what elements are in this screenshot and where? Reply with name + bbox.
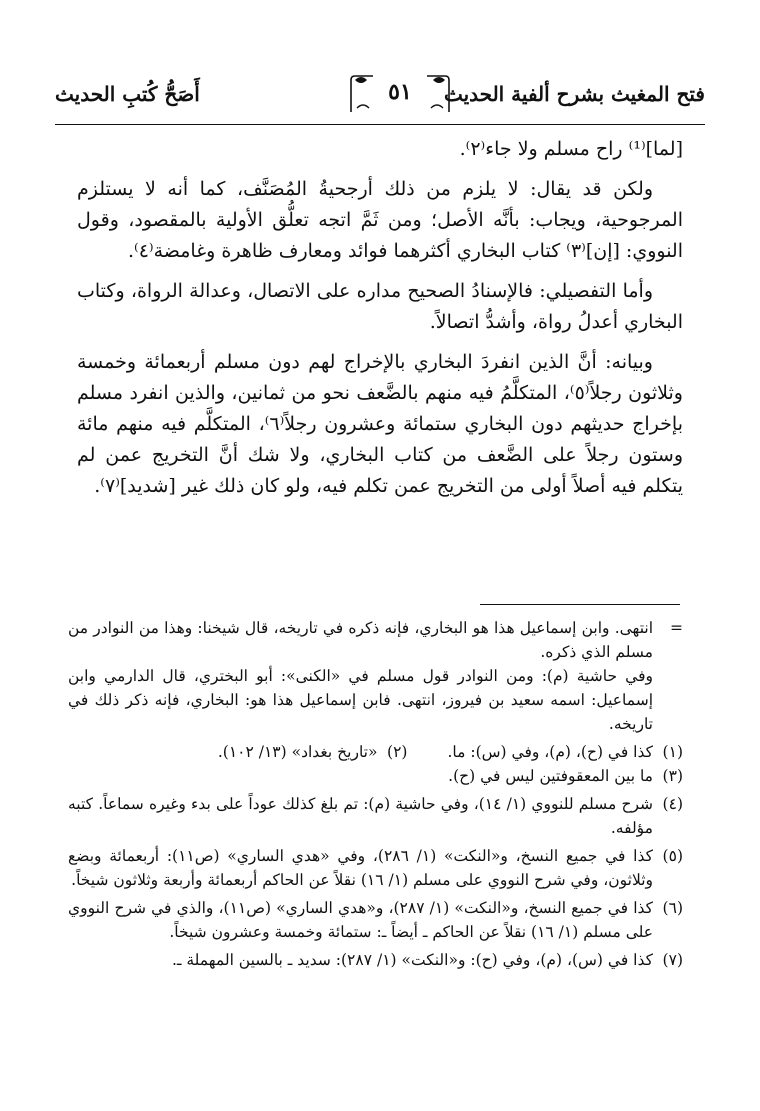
footnote-mark: (٤) [662,795,683,813]
footnote-text: كذا في جميع النسخ، و«النكت» (١/ ٢٨٧)، و«هدي الساري» (ص١١)، والذي في شرح النووي على مسلم (١/ ١٦) نقلاً عن الحاكم ـ أيضاً ـ: ستمائة وخمسة وعشرون شيخاً. [68,899,654,941]
footnote-continuation [68,616,683,736]
footnote [218,740,408,764]
footnote-mark: (٢) [387,743,408,761]
running-header [55,78,705,118]
book-title: فتح المغيث بشرح ألفية الحديث [443,82,705,106]
footnote-divider [480,604,680,605]
main-text [77,134,683,511]
footnote-mark: (٣) [662,767,683,785]
header-divider [55,124,705,125]
footnote [68,844,683,892]
footnote-text: ما بين المعقوفتين ليس في (ح). [448,767,653,785]
footnote-mark: (١) [662,743,683,761]
paragraph: وأما التفصيلي: فالإسنادُ الصحيح مداره على الاتصال، وعدالة الرواة، وكتاب البخاري أعدلُ رواة، وأشدُّ اتصالاً. [77,280,683,333]
page-number-ornament [345,72,455,114]
paragraph: [لما]⁽¹⁾ راح مسلم ولا جاء⁽٢⁾. [459,138,683,160]
footnote-text: كذا في (ح)، (م)، وفي (س): ما. [447,743,653,761]
footnote [447,740,683,764]
page-number: ٥١ [388,79,412,105]
section-title: أَصَحُّ كُتبِ الحديث [55,82,200,106]
footnote-text: كذا في جميع النسخ، و«النكت» (١/ ٢٨٦)، وفي «هدي الساري» (ص١١): أربعمائة وبضع وثلاثون، وفي شرح النووي على مسلم (١/ ١٦) نقلاً عن الحاكم أربعمائة وأربعة وثلاثون شيخاً. [68,847,653,889]
paragraph: وبيانه: أنَّ الذين انفردَ البخاري بالإخراج لهم دون مسلم أربعمائة وخمسة وثلاثون رجلاً⁽٥⁾، المتكلَّمُ فيه منهم بالضَّعف نحو من ثمانين، والذين انفرد مسلم بإخراج حديثهم دون البخاري ستمائة وعشرون رجلاً⁽٦⁾، المتكلَّم فيه منهم مائة وستون رجلاً على الضَّعف من كتاب البخاري، ولا شك أنَّ التخريج عمن لم يتكلم فيه أصلاً أولى من التخريج عمن تكلم فيه، ولو كان ذلك غير [شديد]⁽٧⁾. [77,351,683,497]
footnote-mark: (٧) [662,951,683,969]
footnote-text: شرح مسلم للنووي (١/ ١٤)، وفي حاشية (م): تم بلغ كذلك عوداً على بدء وغيره سماعاً. كتبه مؤلفه. [68,795,654,837]
footnote-mark: = [670,619,683,637]
footnote-text: كذا في (س)، (م)، وفي (ح): و«النكت» (١/ ٢٨٧): سديد ـ بالسين المهملة ـ. [171,951,653,969]
footnote-text: وفي حاشية (م): ومن النوادر قول مسلم في «الكنى»: أبو البختري، قال الدارمي وابن إسماعيل: اسمه سعيد بن فيروز، انتهى. فابن إسماعيل هذا هو: البخاري، فإنه ذكر ذلك في تاريخه. [68,667,653,733]
footnote [68,792,683,840]
footnote-pair [68,740,683,764]
footnote-text: «تاريخ بغداد» (١٣/ ١٠٢). [217,743,378,761]
footnote [68,948,683,972]
footnote [68,764,683,788]
footnote-text: انتهى. وابن إسماعيل هذا هو البخاري، فإنه ذكره في تاريخه، قال شيخنا: وهذا من النوادر من مسلم الذي ذكره. [68,619,653,661]
footnote-mark: (٦) [662,899,683,917]
footnote [68,896,683,944]
footnotes [68,616,683,976]
footnote-mark: (٥) [662,847,683,865]
paragraph: ولكن قد يقال: لا يلزم من ذلك أرجحيةُ المُصَنَّف، كما أنه لا يستلزم المرجوحية، ويجاب: بأنَّه الأصل؛ ومن ثَمَّ اتجه تعلُّق الأولية بالمقصود، وقول النووي: [إن]⁽٣⁾ كتاب البخاري أكثرهما فوائد ومعارف ظاهرة وغامضة⁽٤⁾. [77,178,683,262]
